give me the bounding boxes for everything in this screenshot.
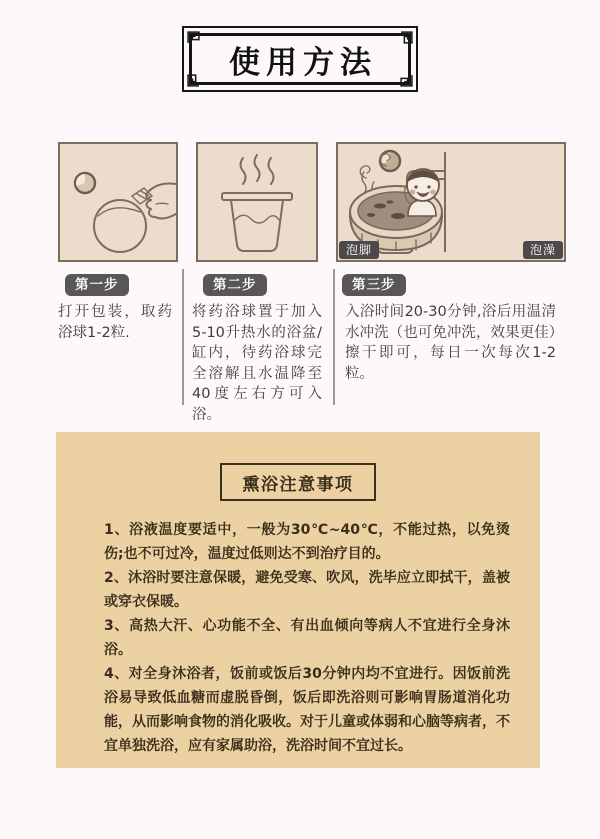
- step2-badge: 第二步: [203, 274, 267, 296]
- notice-title-box: [220, 463, 376, 501]
- notice-panel: [56, 432, 540, 768]
- page-title: 使用方法: [229, 44, 377, 81]
- title-plaque: [182, 26, 418, 92]
- step2-description: 将药浴球置于加入5-10升热水的浴盆/缸内，待药浴球完全溶解且水温降至40度左右方可入浴。: [192, 304, 322, 423]
- corner-ornament-icon: [400, 31, 413, 44]
- corner-ornament-icon: [187, 74, 200, 87]
- notice-body: [104, 518, 510, 758]
- steaming-tub-icon: [198, 144, 316, 260]
- column-divider: [333, 269, 335, 405]
- step2-illustration-box: [196, 142, 318, 262]
- corner-ornament-icon: [187, 31, 200, 44]
- foot-soak-label: 泡脚: [339, 241, 379, 259]
- notice-item-2: 2、沐浴时要注意保暖，避免受寒、吹风，洗毕应立即拭干，盖被或穿衣保暖。: [104, 570, 510, 610]
- step1-badge: 第一步: [65, 274, 129, 296]
- step1-illustration-box: [58, 142, 178, 262]
- notice-item-3: 3、高热大汗、心功能不全、有出血倾向等病人不宜进行全身沐浴。: [104, 618, 510, 658]
- title-inner-border: [189, 33, 411, 85]
- bath-label: 泡澡: [523, 241, 563, 259]
- step3-badge: 第三步: [342, 274, 406, 296]
- step1-description: 打开包装，取药浴球1-2粒.: [58, 304, 172, 341]
- column-divider: [182, 269, 184, 405]
- step3-description: 入浴时间20-30分钟,浴后用温清水冲洗（也可免冲洗，效果更佳）擦干即可，每日一次每次1-2粒。: [345, 304, 556, 382]
- notice-item-1: 1、浴液温度要适中，一般为30℃~40℃，不能过热，以免烫伤;也不可过冷，温度过低则达不到治疗目的。: [104, 522, 510, 562]
- step3-illustration-box: [336, 142, 566, 262]
- notice-title: 熏浴注意事项: [242, 474, 354, 495]
- notice-item-4: 4、对全身沐浴者，饭前或饭后30分钟内均不宜进行。因饭前洗浴易导致低血糖而虚脱昏倒，饭后即洗浴则可影响胃肠道消化功能，从而影响食物的消化吸收。对于儿童或体弱和心脑等病者，不宜单独洗浴，应有家属助浴，洗浴时间不宜过长。: [104, 666, 510, 754]
- open-package-icon: [60, 144, 176, 260]
- corner-ornament-icon: [400, 74, 413, 87]
